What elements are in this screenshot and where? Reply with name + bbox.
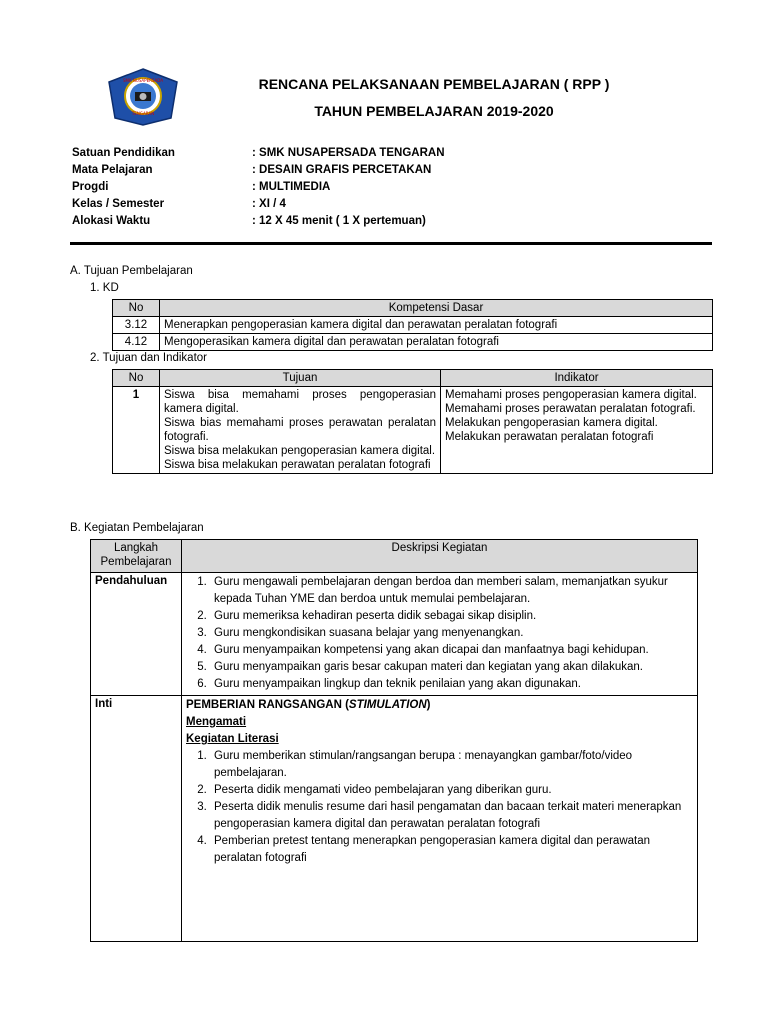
literasi-heading: Kegiatan Literasi: [186, 733, 279, 745]
kd-table: [112, 299, 713, 351]
table-header: Tujuan: [160, 370, 441, 387]
table-header: Langkah Pembelajaran: [91, 540, 182, 573]
mengamati-heading: Mengamati: [186, 716, 247, 728]
list-item: 4. Pemberian pretest tentang menerapkan pengoperasian kamera digital dan perawatan peralatan fotografi: [210, 833, 693, 867]
tujuan-item: Siswa bisa melakukan perawatan peralatan fotografi: [164, 459, 431, 471]
table-cell: 3.12: [113, 317, 160, 334]
list-item: 3. Guru mengkondisikan suasana belajar yang menyenangkan.: [210, 625, 693, 642]
table-header: Indikator: [441, 370, 713, 387]
table-header: No: [113, 300, 160, 317]
table-row: [113, 334, 713, 351]
list-item: 4. Guru menyampaikan kompetensi yang akan dicapai dan manfaatnya bagi kehidupan.: [210, 642, 693, 659]
info-value: : MULTIMEDIA: [252, 181, 331, 193]
list-item: 1. Guru memberikan stimulan/rangsangan berupa : menayangkan gambar/foto/video pembelajaran.: [210, 748, 693, 782]
table-header: Deskripsi Kegiatan: [182, 540, 698, 573]
list-item: 5. Guru menyampaikan garis besar cakupan materi dan kegiatan yang akan dilakukan.: [210, 659, 693, 676]
list-item: 1. Guru mengawali pembelajaran dengan berdoa dan memberi salam, memanjatkan syukur kepada Tuhan YME dan berdoa untuk memulai pembelajaran.: [210, 574, 693, 608]
table-cell: 4.12: [113, 334, 160, 351]
pendahuluan-cell: [182, 573, 698, 696]
indikator-item: Memahami proses pengoperasian kamera digital.: [445, 389, 697, 401]
table-header-row: [113, 370, 713, 387]
tujuan-item: Siswa bias memahami proses perawatan peralatan fotografi.: [164, 417, 436, 443]
tujuan-indikator-title: 2. Tujuan dan Indikator: [90, 352, 207, 364]
divider: [70, 242, 712, 245]
table-header: No: [113, 370, 160, 387]
list-item: 2. Guru memeriksa kehadiran peserta didik sebagai sikap disiplin.: [210, 608, 693, 625]
table-cell: Mengoperasikan kamera digital dan perawatan peralatan fotografi: [160, 334, 713, 351]
pendahuluan-list: [186, 574, 693, 693]
kd-title: 1. KD: [90, 282, 119, 294]
info-value: : XI / 4: [252, 198, 286, 210]
kegiatan-table: [90, 539, 698, 942]
table-row: [113, 387, 713, 474]
info-label: Alokasi Waktu: [72, 215, 151, 227]
indikator-cell: [441, 387, 713, 474]
table-header-row: [113, 300, 713, 317]
table-cell: Inti: [91, 696, 182, 942]
tujuan-indikator-table: [112, 369, 713, 474]
table-row: [91, 573, 698, 696]
tujuan-item: Siswa bisa memahami proses pengoperasian kamera digital.: [164, 389, 436, 415]
info-label: Mata Pelajaran: [72, 164, 153, 176]
list-item: 6. Guru menyampaikan lingkup dan teknik penilaian yang akan digunakan.: [210, 676, 693, 693]
inti-heading: PEMBERIAN RANGSANGAN (STIMULATION): [186, 699, 431, 711]
tujuan-cell: [160, 387, 441, 474]
list-item: 3. Peserta didik menulis resume dari hasil pengamatan dan bacaan terkait materi menerapkan pengoperasian kamera digital dan perawatan peralatan fotografi: [210, 799, 693, 833]
table-row: [91, 696, 698, 942]
section-b-title: B. Kegiatan Pembelajaran: [70, 522, 204, 534]
inti-cell: [182, 696, 698, 942]
indikator-item: Melakukan pengoperasian kamera digital.: [445, 417, 658, 429]
table-cell: Menerapkan pengoperasian kamera digital dan perawatan peralatan fotografi: [160, 317, 713, 334]
inti-list: [186, 748, 693, 867]
info-value: : 12 X 45 menit ( 1 X pertemuan): [252, 215, 426, 227]
tujuan-item: Siswa bisa melakukan pengoperasian kamera digital.: [164, 445, 436, 457]
info-value: : SMK NUSAPERSADA TENGARAN: [252, 147, 445, 159]
info-value: : DESAIN GRAFIS PERCETAKAN: [252, 164, 432, 176]
info-label: Kelas / Semester: [72, 198, 165, 210]
table-cell: Pendahuluan: [91, 573, 182, 696]
section-a-title: A. Tujuan Pembelajaran: [70, 265, 193, 277]
svg-text:SMK NUSAPERSADA: SMK NUSAPERSADA: [123, 78, 163, 83]
document-subtitle: TAHUN PEMBELAJARAN 2019-2020: [314, 103, 554, 119]
svg-text:TENGARAN: TENGARAN: [131, 111, 155, 116]
table-cell: 1: [113, 387, 160, 474]
info-label: Satuan Pendidikan: [72, 147, 175, 159]
indikator-item: Memahami proses perawatan peralatan fotografi.: [445, 403, 696, 415]
indikator-item: Melakukan perawatan peralatan fotografi: [445, 431, 654, 443]
list-item: 2. Peserta didik mengamati video pembelajaran yang diberikan guru.: [210, 782, 693, 799]
table-row: [113, 317, 713, 334]
info-label: Progdi: [72, 181, 109, 193]
document-title: RENCANA PELAKSANAAN PEMBELAJARAN ( RPP ): [258, 76, 610, 92]
table-header-row: [91, 540, 698, 573]
table-header: Kompetensi Dasar: [160, 300, 713, 317]
